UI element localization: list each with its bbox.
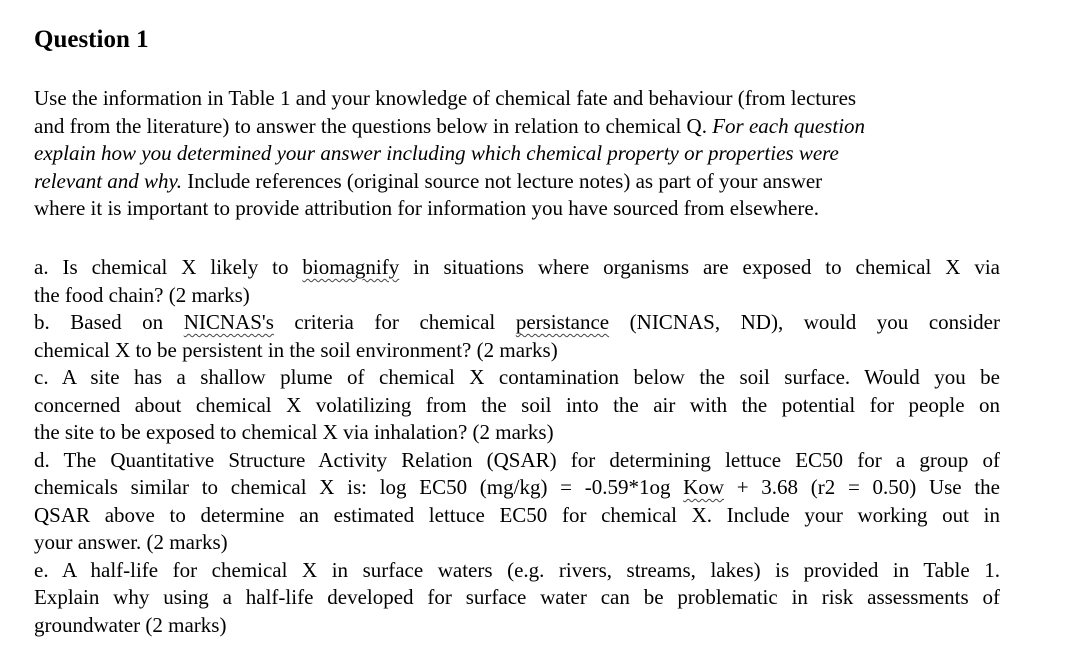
intro-line-2 bbox=[34, 113, 1004, 141]
question-c-line-2: concerned about chemical X volatilizing from the soil into the air with the potential for people on bbox=[34, 392, 1000, 417]
spellcheck-word-nicnas: NICNAS's bbox=[183, 310, 274, 334]
question-heading: Question 1 bbox=[34, 26, 149, 53]
question-a-text-cont: in situations where organisms are exposed to chemical X via bbox=[399, 255, 1000, 279]
question-a-line-1 bbox=[34, 254, 1000, 282]
question-b-text-mid: criteria for chemical bbox=[273, 310, 516, 334]
question-b-text-cont: (NICNAS, ND), would you consider bbox=[609, 310, 1000, 334]
question-a-text: a. Is chemical X likely to bbox=[34, 255, 303, 279]
question-e-line-2: Explain why using a half-life developed for surface water can be problematic in risk assessments of bbox=[34, 585, 1000, 609]
instructions-paragraph bbox=[34, 85, 1004, 223]
intro-line-1: Use the information in Table 1 and your knowledge of chemical fate and behaviour (from lectures bbox=[34, 86, 857, 110]
question-d-line-2 bbox=[34, 474, 1000, 502]
question-d-formula: chemicals similar to chemical X is: log EC50 (mg/kg) = -0.59*1og bbox=[34, 475, 684, 499]
spellcheck-word-persistance: persistance bbox=[515, 310, 610, 334]
question-b-line-2: chemical X to be persistent in the soil environment? (2 marks) bbox=[34, 337, 558, 362]
question-d-line-4: your answer. (2 marks) bbox=[34, 530, 228, 554]
intro-line-4-text: Include references (original source not lecture notes) as part of your answer bbox=[181, 168, 823, 193]
question-d-line-3: QSAR above to determine an estimated lettuce EC50 for chemical X. Include your working out in bbox=[34, 502, 1000, 527]
intro-line-2-italic: For each question bbox=[712, 113, 866, 138]
spellcheck-word-biomagnify: biomagnify bbox=[302, 255, 400, 279]
intro-line-4-italic: relevant and why. bbox=[34, 168, 182, 193]
question-c-line-1: c. A site has a shallow plume of chemical X contamination below the soil surface. Would you be bbox=[34, 365, 1000, 389]
intro-line-3-italic: explain how you determined your answer including which chemical property or properties were bbox=[34, 141, 839, 165]
intro-line-5: where it is important to provide attribution for information you have sourced from elsewhere. bbox=[34, 196, 819, 220]
question-a-line-2: the food chain? (2 marks) bbox=[34, 282, 250, 307]
question-e-line-1: e. A half-life for chemical X in surface waters (e.g. rivers, streams, lakes) is provided in Table 1. bbox=[34, 557, 1000, 582]
question-c-line-3: the site to be exposed to chemical X via inhalation? (2 marks) bbox=[34, 420, 554, 444]
question-d-formula-cont: + 3.68 (r2 = 0.50) Use the bbox=[724, 475, 1000, 499]
question-b-line-1 bbox=[34, 309, 1000, 337]
intro-line-4 bbox=[34, 168, 1004, 196]
spellcheck-word-kow: Kow bbox=[683, 475, 725, 499]
question-e-line-3: groundwater (2 marks) bbox=[34, 612, 227, 637]
questions-list bbox=[34, 254, 1000, 639]
intro-line-3 bbox=[34, 140, 1004, 168]
intro-line-2-text: and from the literature) to answer the questions below in relation to chemical Q. bbox=[34, 113, 713, 138]
question-d-line-1: d. The Quantitative Structure Activity Relation (QSAR) for determining lettuce EC50 for a group of bbox=[34, 447, 1000, 472]
question-b-text: b. Based on bbox=[34, 310, 184, 334]
